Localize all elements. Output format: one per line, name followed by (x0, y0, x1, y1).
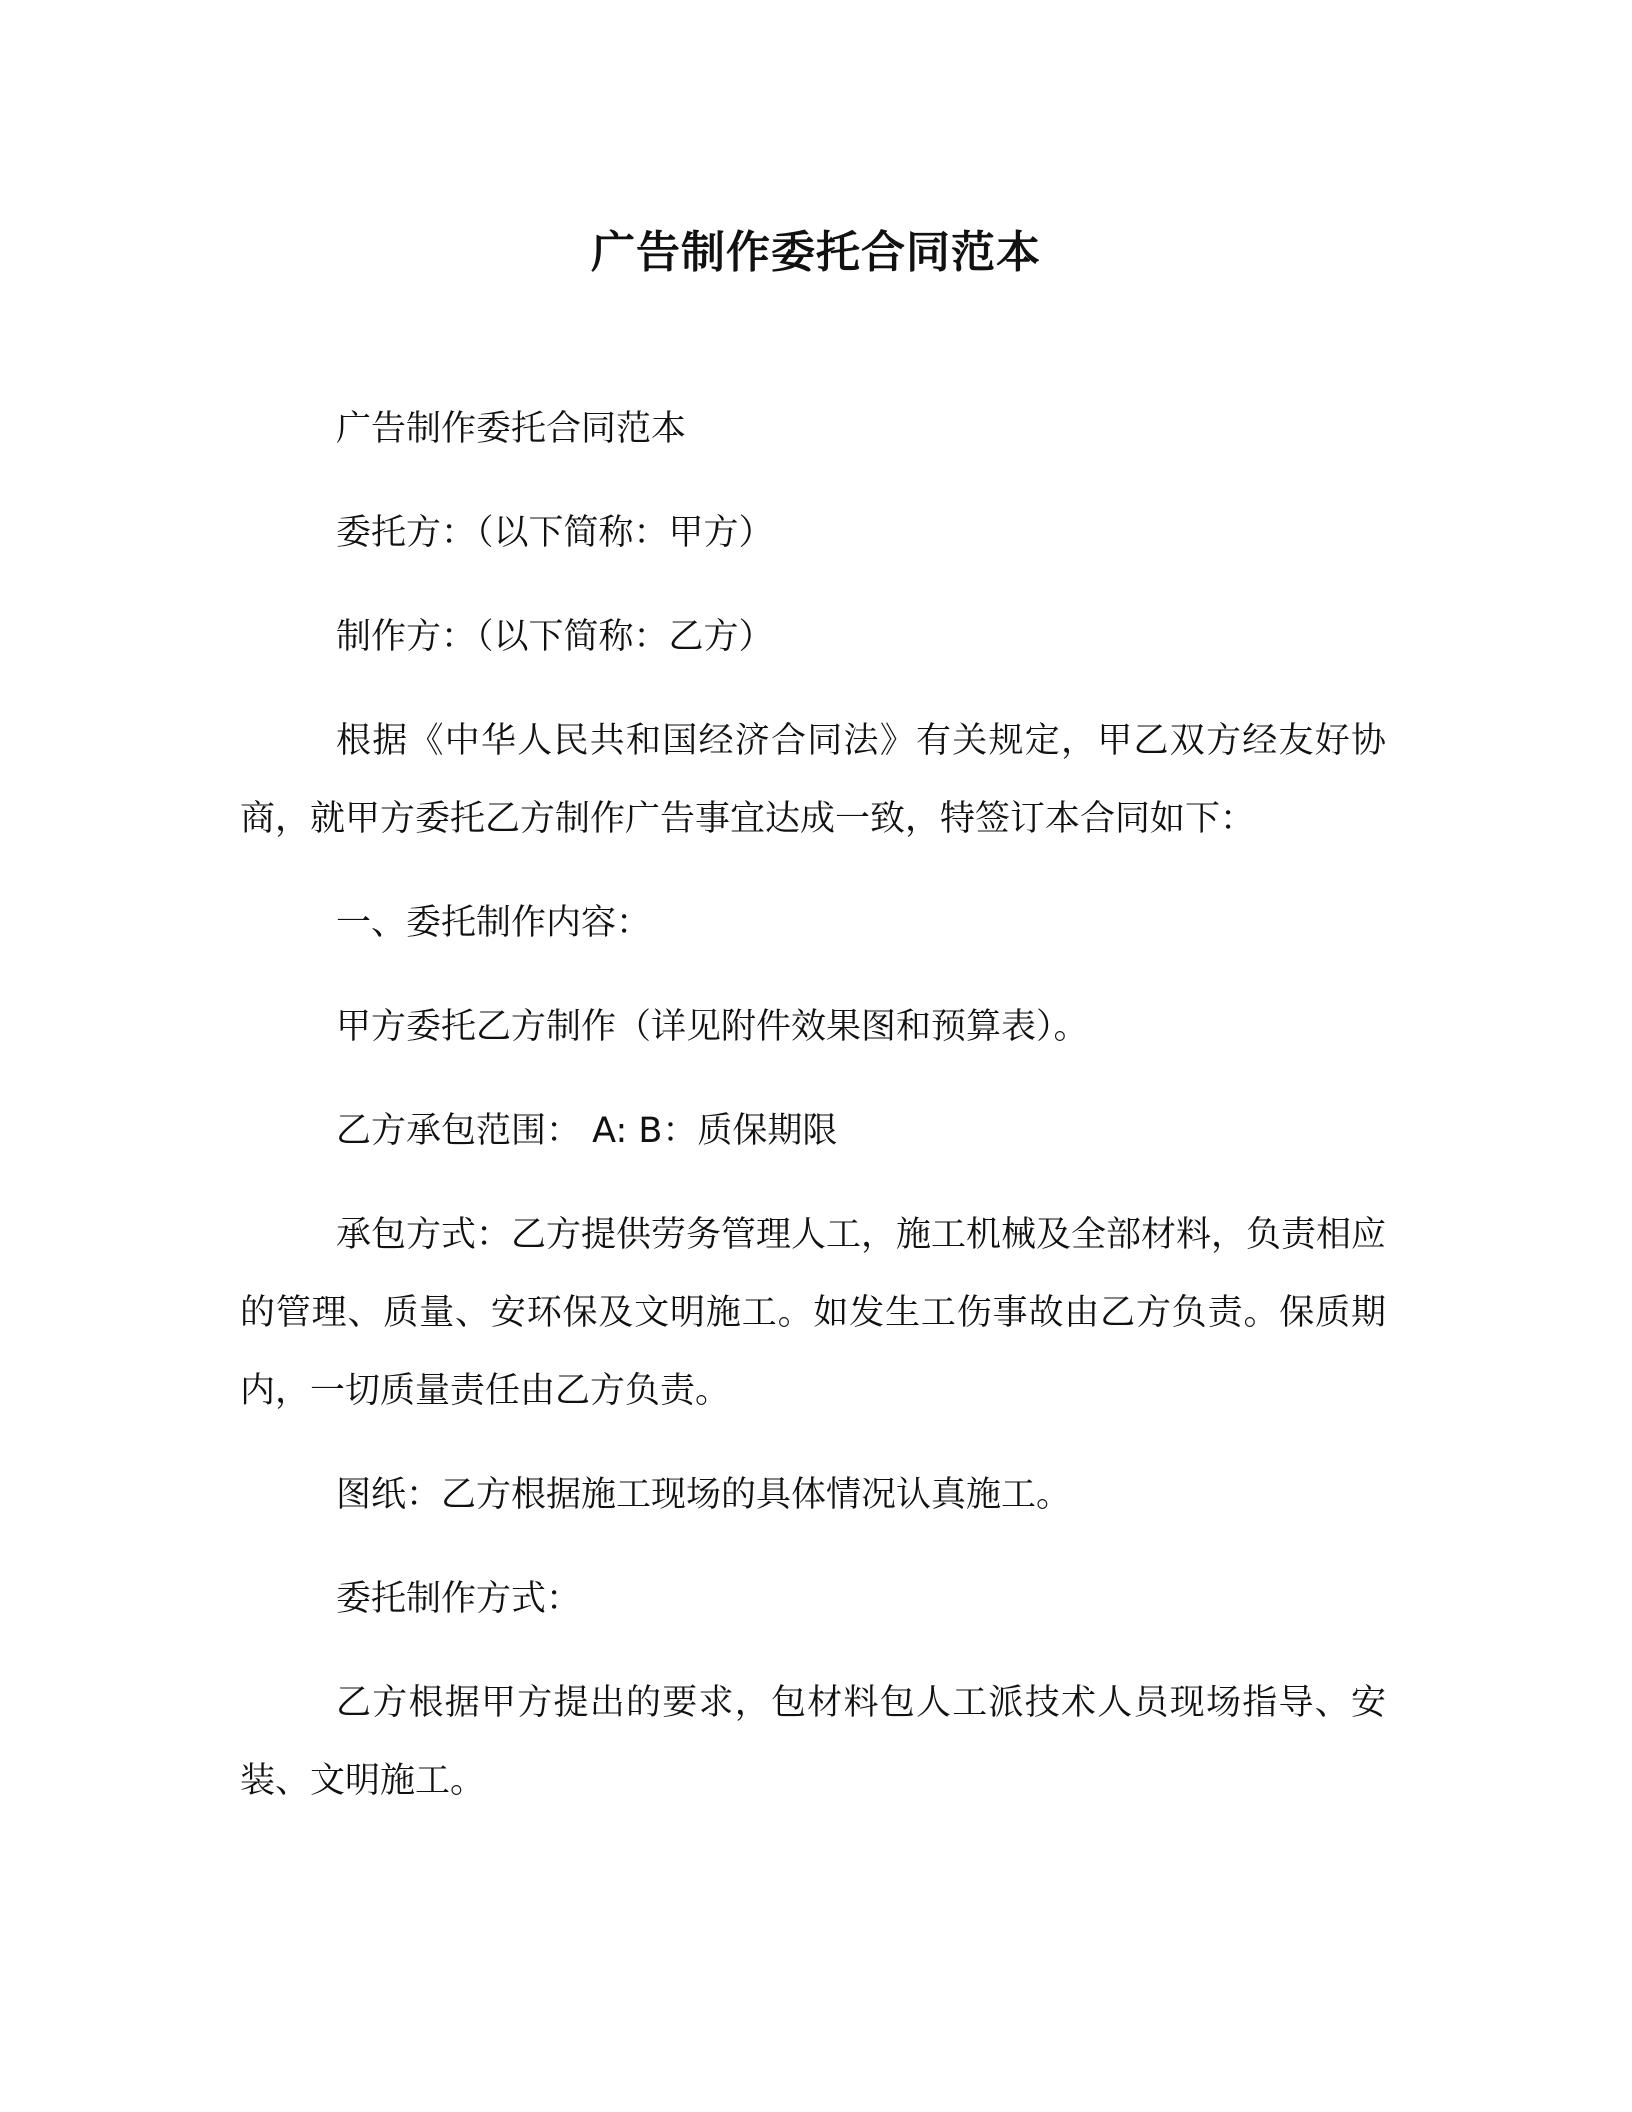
paragraph-producer: 制作方：（以下简称：乙方） (336, 617, 774, 657)
paragraph-preamble: 根据《中华人民共和国经济合同法》有关规定，甲乙双方经友好协商，就甲方委托乙方制作广告事宜达成一致，特签订本合同如下： (240, 721, 1386, 839)
paragraph-commission: 甲方委托乙方制作（详见附件效果图和预算表）。 (336, 1007, 1089, 1047)
paragraph-drawings: 图纸：乙方根据施工现场的具体情况认真施工。 (336, 1475, 1072, 1515)
paragraph-scope: 乙方承包范围： A: B：质保期限 (336, 1111, 838, 1151)
document-body (240, 390, 1386, 1846)
paragraph-section-heading: 一、委托制作内容： (336, 903, 652, 943)
paragraph-production-method-heading: 委托制作方式： (336, 1579, 582, 1619)
paragraph-contract-method: 承包方式：乙方提供劳务管理人工，施工机械及全部材料，负责相应的管理、质量、安环保及文明施工。如发生工伤事故由乙方负责。保质期内，一切质量责任由乙方负责。 (240, 1215, 1387, 1411)
paragraph-subtitle: 广告制作委托合同范本 (336, 409, 687, 449)
paragraph-client: 委托方：（以下简称：甲方） (336, 513, 774, 553)
document-title: 广告制作委托合同范本 (591, 227, 1041, 278)
paragraph-production-method: 乙方根据甲方提出的要求，包材料包人工派技术人员现场指导、安装、文明施工。 (240, 1683, 1386, 1801)
